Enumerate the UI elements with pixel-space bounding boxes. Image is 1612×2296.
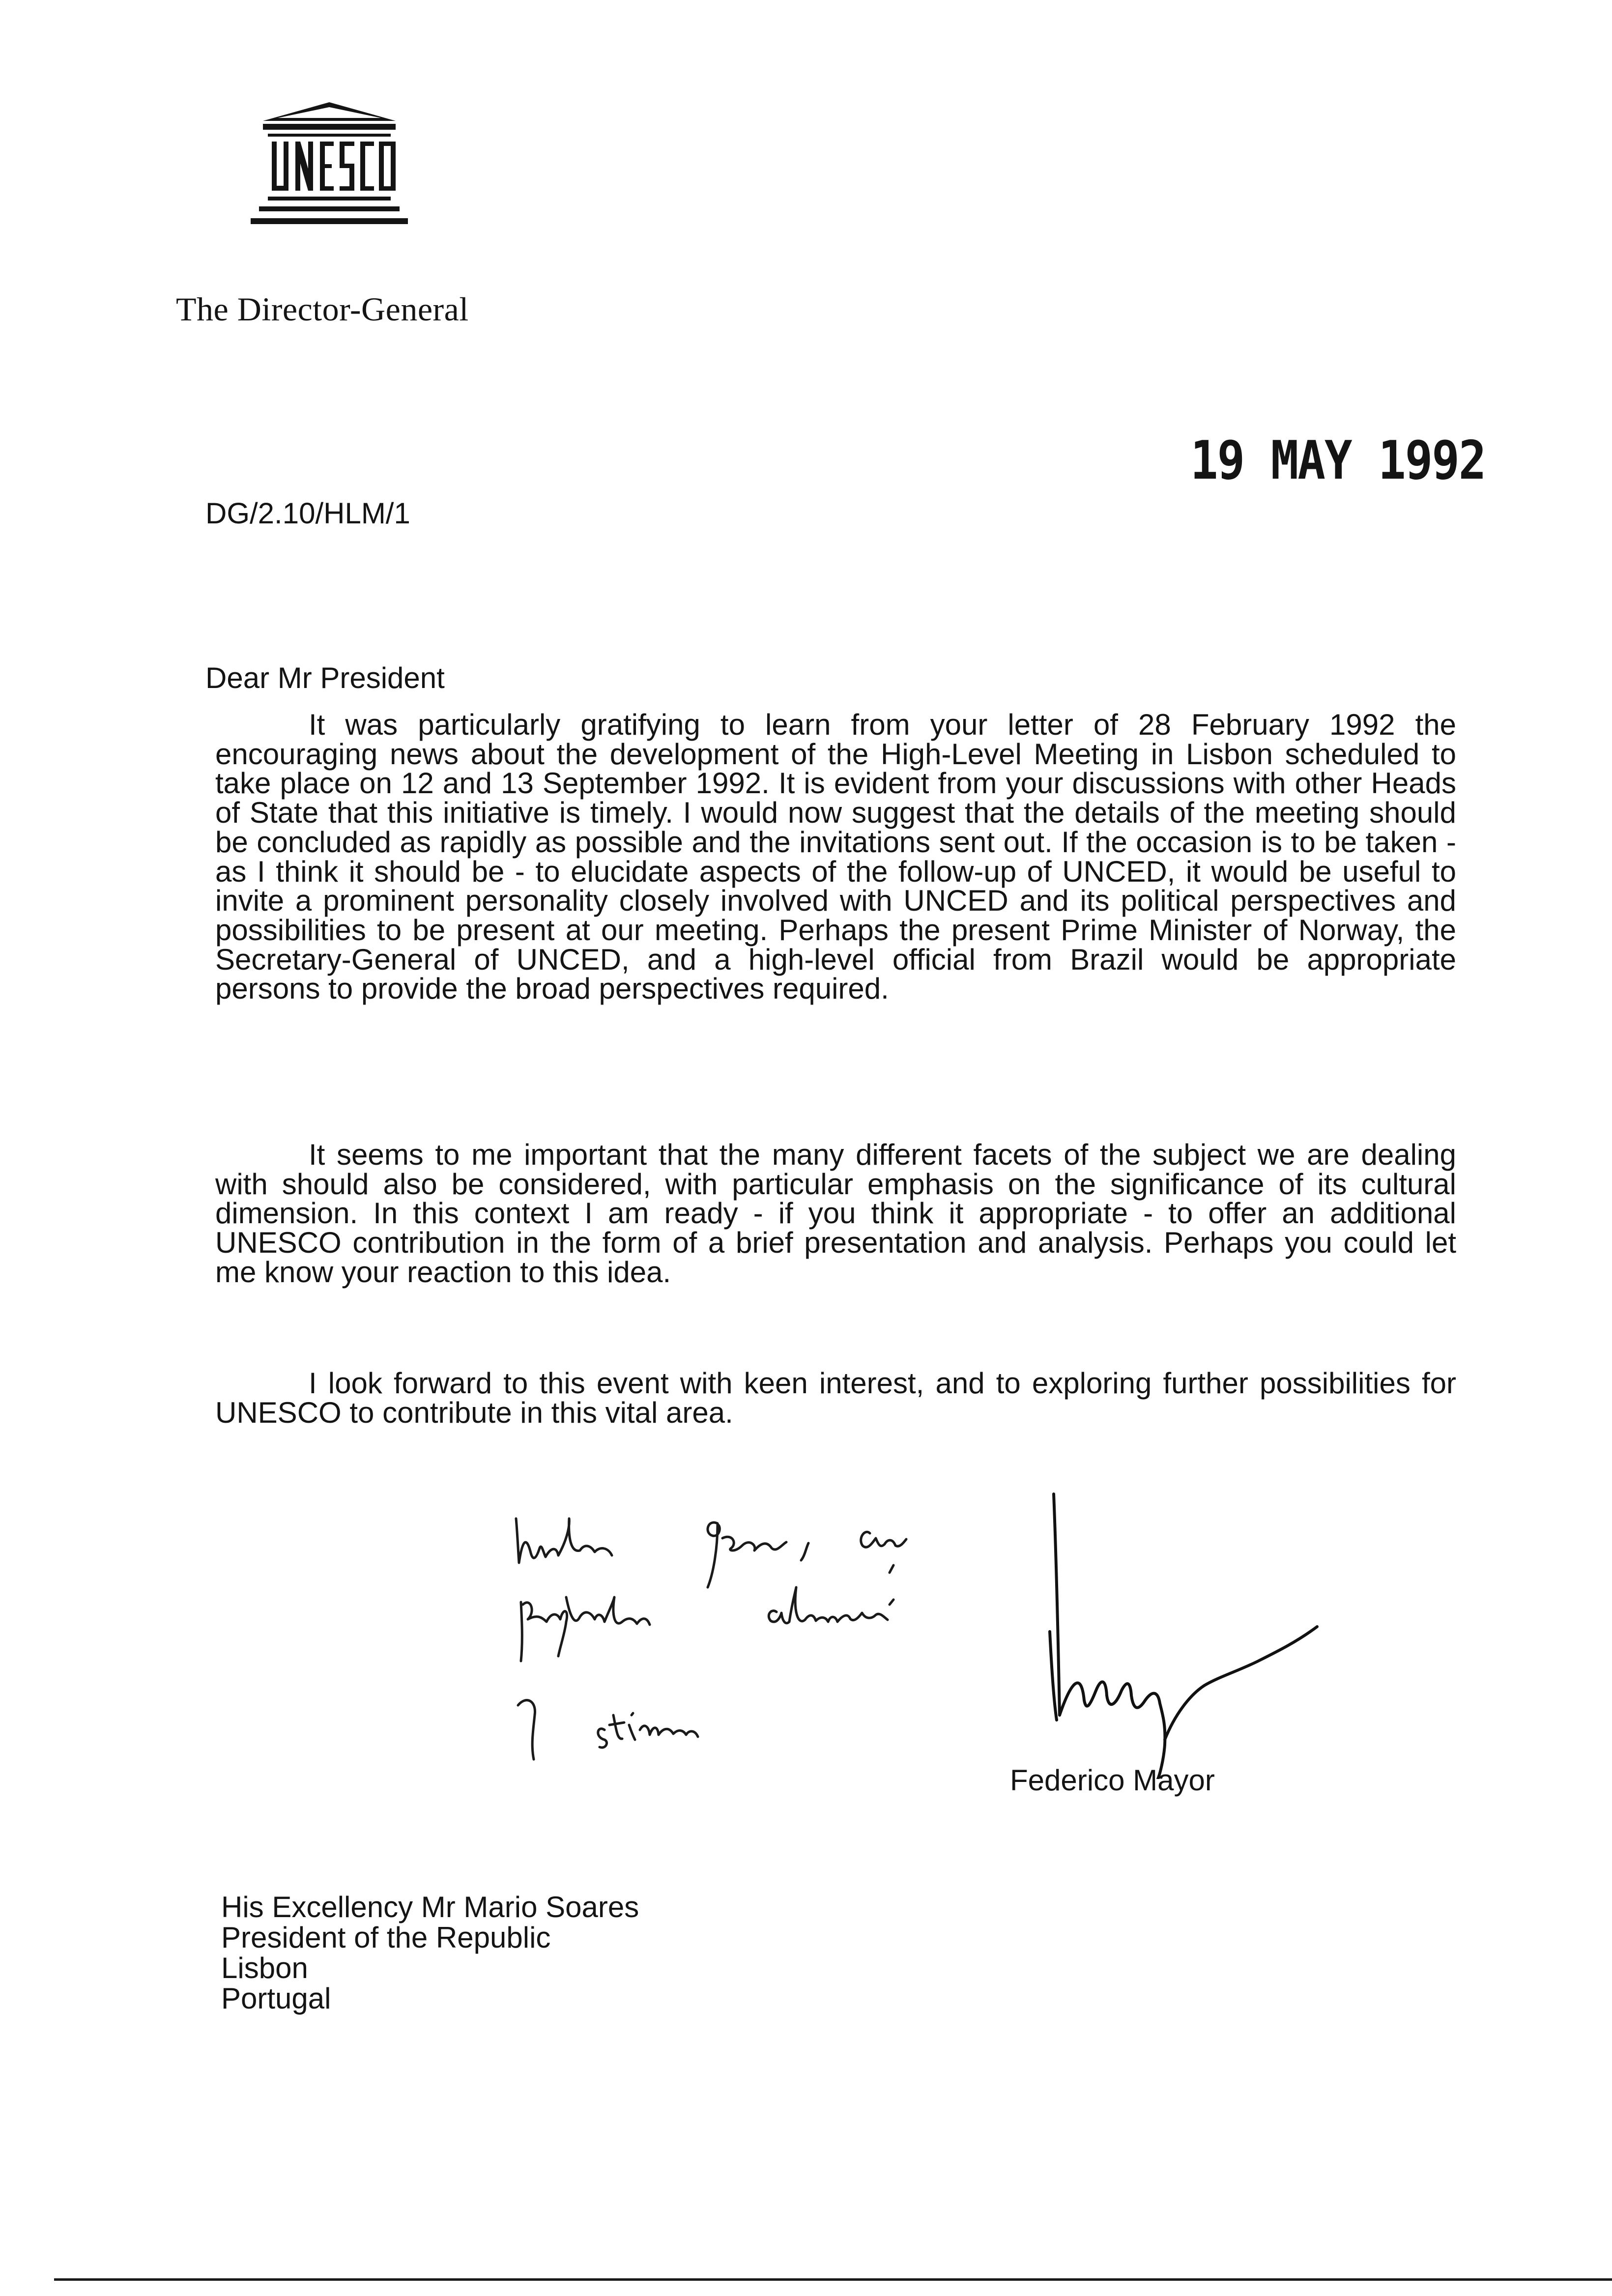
handwritten-signature-icon [1042,1484,1347,1779]
body-paragraph-2: It seems to me important that the many different facets of the subject we are dealing with should also be considered, with particular emphasis on the significance of its cultural dimension. In this context I am ready - if you think it appropriate - to offer an additional UNESCO contribution in the form of a brief presentation and analysis. Perhaps you could let me know your reaction to this idea. [215,1138,1456,1289]
reference-number: DG/2.10/HLM/1 [205,497,410,530]
handwritten-note [511,1499,1027,1774]
signer-name: Federico Mayor [1010,1764,1215,1797]
unesco-logo [248,98,410,246]
addressee-line: His Excellency Mr Mario Soares [221,1891,639,1923]
body-paragraph-1: It was particularly gratifying to learn from your letter of 28 February 1992 the encouraging news about the development of the High-Level Meeting in Lisbon scheduled to take place on 12 and 13 September 1992. It is evident from your discussions with other Heads of State that this initiative is timely. I would now suggest that the details of the meeting should be concluded as rapidly as possible and the invitations sent out. If the occasion is to be taken - as I think it should be - to elucidate aspects of the follow-up of UNCED, it would be useful to invite a prominent personality closely involved with UNCED and its political perspectives and possibilities to be present at our meeting. Perhaps the present Prime Minister of Norway, the Secretary-General of UNCED, and a high-level official from Brazil would be appropriate persons to provide the broad perspectives required. [215,708,1456,1005]
body-paragraph-3: I look forward to this event with keen interest, and to exploring further possibilities for UNESCO to contribute in this vital area. [215,1367,1456,1429]
addressee-line: President of the Republic [221,1921,551,1954]
director-general-heading: The Director-General [176,290,469,328]
addressee-line: Lisbon [221,1952,308,1984]
addressee-block [221,1892,639,2014]
salutation: Dear Mr President [205,661,445,694]
date-stamp: 19 MAY 1992 [1190,430,1486,492]
addressee-line: Portugal [221,1982,331,2015]
bottom-rule [54,2278,1612,2281]
